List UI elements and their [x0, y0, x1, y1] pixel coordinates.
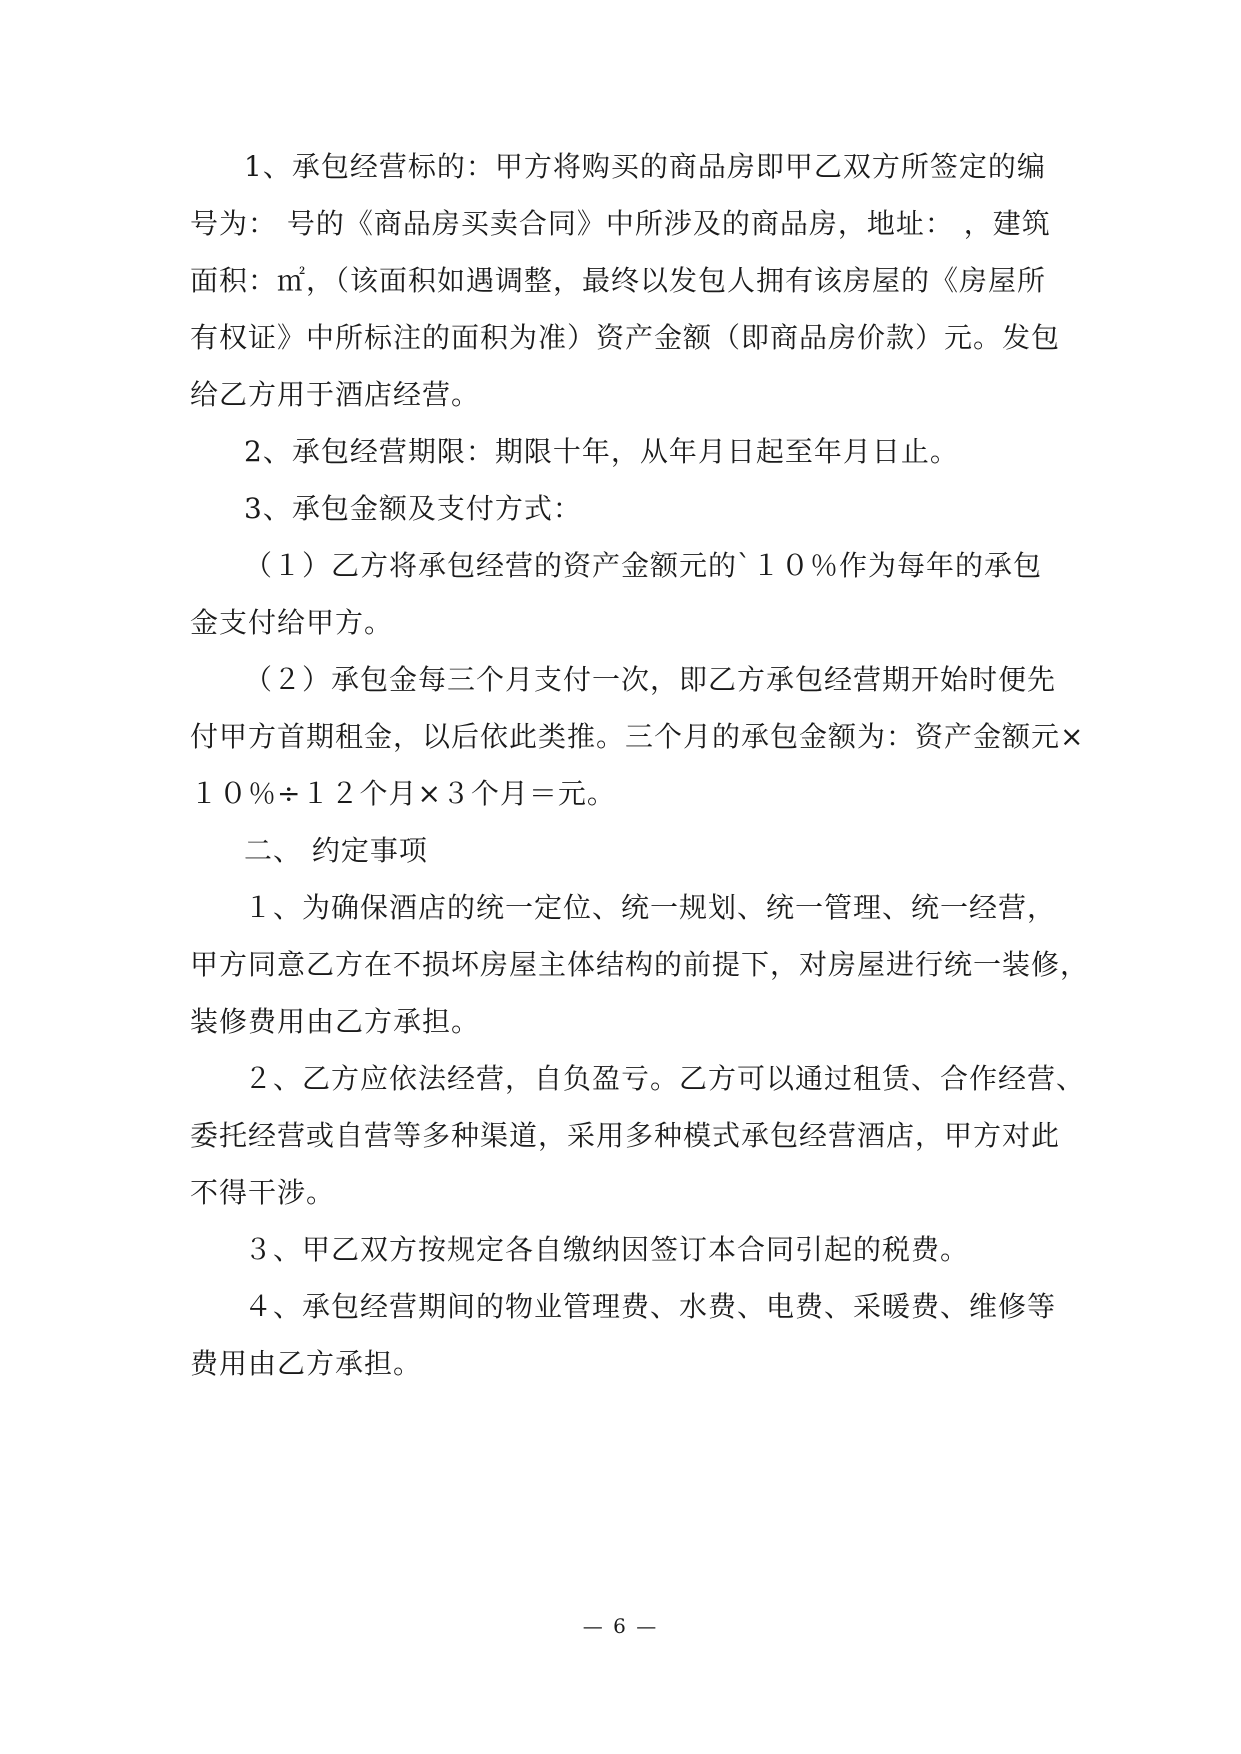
text-line: （１）乙方将承包经营的资产金额元的`１０％作为每年的承包 [244, 549, 1043, 582]
text-line: 1、承包经营标的：甲方将购买的商品房即甲乙双方所签定的编 [244, 150, 1046, 183]
text-line: 面积：㎡，（该面积如遇调整，最终以发包人拥有该房屋的《房屋所 [190, 264, 1047, 297]
text-line: 号为： 号的《商品房买卖合同》中所涉及的商品房，地址： ，建筑 [190, 207, 1051, 240]
text-line: １、为确保酒店的统一定位、统一规划、统一管理、统一经营， [244, 891, 1057, 924]
text-line: ４、承包经营期间的物业管理费、水费、电费、采暖费、维修等 [244, 1290, 1057, 1323]
text-line: （２）承包金每三个月支付一次，即乙方承包经营期开始时便先 [244, 663, 1057, 696]
text-line: 委托经营或自营等多种渠道，采用多种模式承包经营酒店，甲方对此 [190, 1119, 1061, 1152]
text-line: 甲方同意乙方在不损坏房屋主体结构的前提下，对房屋进行统一装修， [190, 948, 1090, 981]
text-line: １０％÷１２个月×３个月＝元。 [190, 777, 616, 810]
text-line: 付甲方首期租金，以后依此类推。三个月的承包金额为：资产金额元× [190, 720, 1085, 753]
text-line: 装修费用由乙方承担。 [190, 1005, 481, 1038]
text-line: 费用由乙方承担。 [190, 1347, 423, 1380]
text-line: 金支付给甲方。 [190, 606, 394, 639]
text-line: 不得干涉。 [190, 1176, 336, 1209]
text-line: ３、甲乙双方按规定各自缴纳因签订本合同引起的税费。 [244, 1233, 970, 1266]
text-line: 有权证》中所标注的面积为准）资产金额（即商品房价款）元。发包 [190, 321, 1061, 354]
section-heading: 二、 约定事项 [244, 834, 428, 867]
text-line: 3、承包金额及支付方式： [244, 492, 582, 525]
text-line: ２、乙方应依法经营，自负盈亏。乙方可以通过租赁、合作经营、 [244, 1062, 1086, 1095]
text-line: 给乙方用于酒店经营。 [190, 378, 481, 411]
page-number: — 6 — [582, 1614, 659, 1638]
text-line: 2、承包经营期限：期限十年，从年月日起至年月日止。 [244, 435, 959, 468]
